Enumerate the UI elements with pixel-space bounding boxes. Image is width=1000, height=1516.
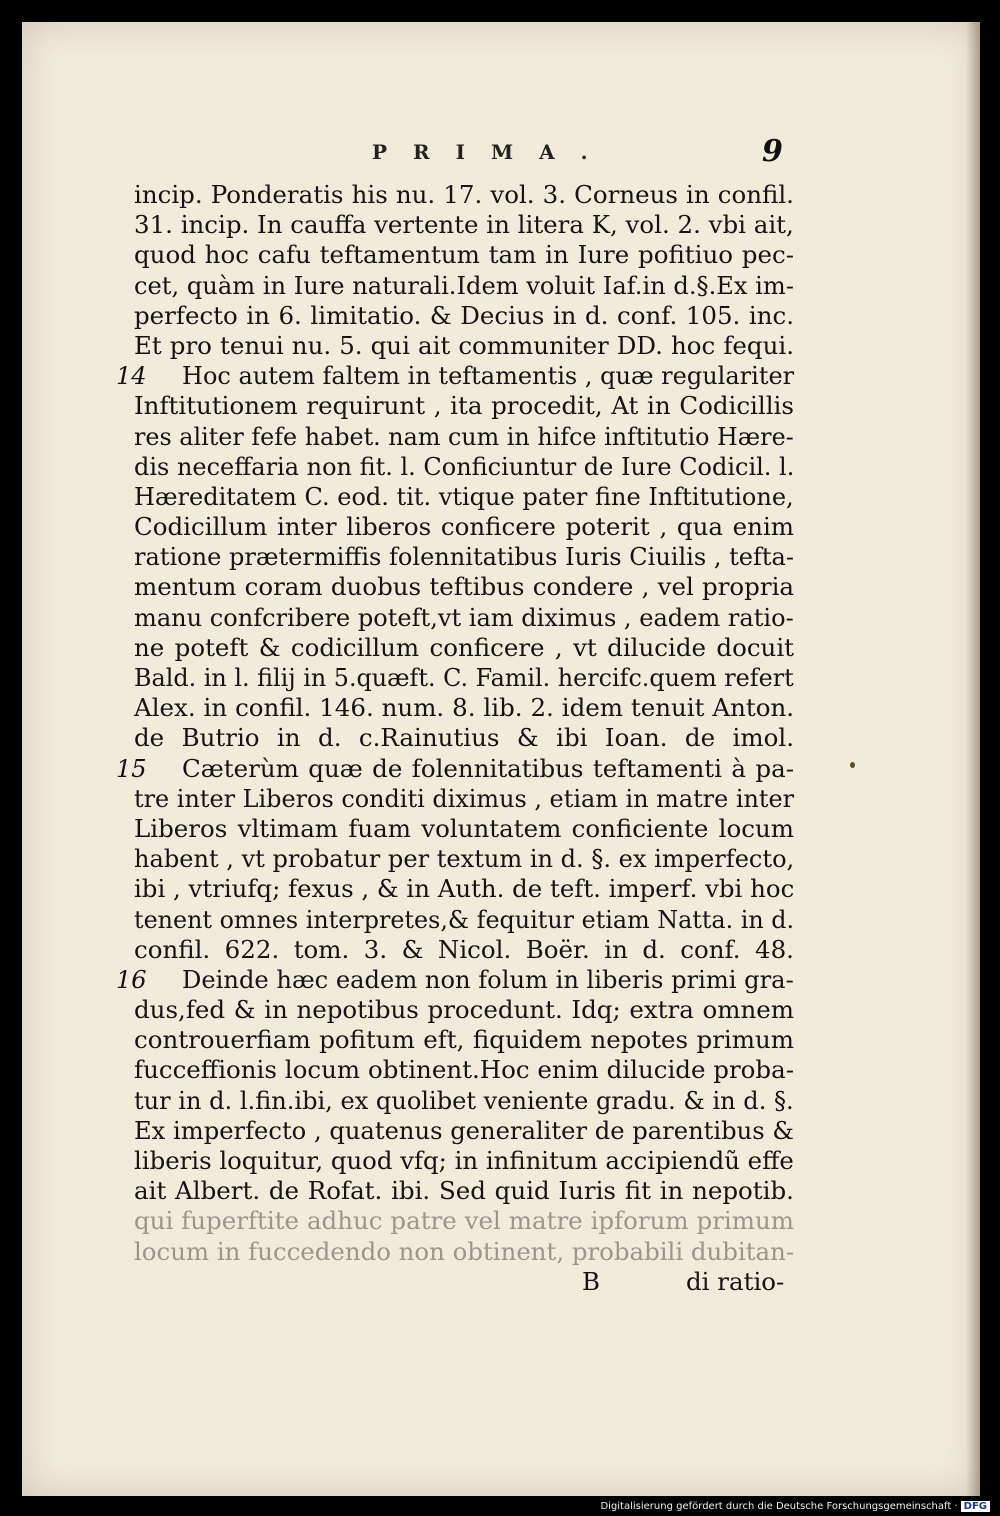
catchword-line	[134, 1267, 794, 1297]
body-text	[116, 180, 795, 1297]
line-text: incip. Ponderatis his nu. 17. vol. 3. Corneus in confil.	[134, 180, 794, 209]
line-text: dis neceffaria non fit. l. Conficiuntur de Iure Codicil. l.	[134, 451, 795, 481]
line-text: Hoc autem faltem in teftamentis , quæ regulariter	[182, 361, 795, 391]
line-text: ait Albert. de Rofat. ibi. Sed quid Iuris fit in nepotib.	[134, 1176, 794, 1206]
line-text: liberis loquitur, quod vfq; in infinitum accipiendũ effe	[134, 1146, 794, 1175]
text-line	[134, 1146, 794, 1176]
text-line	[134, 1206, 794, 1236]
credit-text: Digitalisierung gefördert durch die Deutsche Forschungsgemeinschaft ·	[600, 1501, 958, 1512]
line-text: de Butrio in d. c.Rainutius & ibi Ioan. de imol.	[134, 723, 794, 753]
text-line	[134, 723, 794, 753]
line-text: tenent omnes interpretes,& fequitur etiam Natta. in d.	[134, 904, 795, 934]
text-line	[134, 271, 794, 301]
line-text: tre inter Liberos conditi diximus , etiam in matre inter	[134, 783, 795, 813]
text-line	[134, 844, 794, 874]
line-text: locum in fuccedendo non obtinent, probabili dubitan-	[134, 1236, 795, 1266]
text-line	[134, 301, 794, 331]
text-line	[134, 784, 794, 814]
line-text: Et pro tenui nu. 5. qui ait communiter DD. hoc fequi.	[134, 330, 794, 360]
text-line	[134, 693, 794, 723]
text-line	[134, 1086, 794, 1116]
text-line	[116, 361, 795, 391]
text-line	[134, 180, 794, 210]
text-line	[116, 964, 794, 995]
margin-note-number: 15	[116, 754, 147, 783]
text-line	[134, 422, 794, 452]
line-text: fucceffionis locum obtinent.Hoc enim dilucide proba-	[134, 1055, 795, 1085]
line-text: manu confcribere poteft,vt iam diximus , eadem ratio-	[134, 602, 794, 632]
line-text: habent , vt probatur per textum in d. §. ex imperfecto,	[134, 844, 795, 874]
line-text: ne poteft & codicillum conficere , vt dilucide docuit	[134, 632, 795, 662]
digitization-credit	[600, 1501, 990, 1512]
page-gutter-shadow	[966, 22, 980, 1496]
line-text: dus,fed & in nepotibus procedunt. Idq; extra omnem	[134, 995, 794, 1025]
line-text: Liberos vltimam fuam voluntatem conficiente locum	[134, 813, 794, 843]
line-text: mentum coram duobus teftibus condere , vel propria	[134, 572, 795, 602]
text-line	[134, 905, 794, 935]
text-line	[134, 391, 794, 421]
line-text: Deinde hæc eadem non folum in liberis primi gra-	[182, 964, 794, 994]
line-text: Ex imperfecto , quatenus generaliter de parentibus &	[134, 1115, 794, 1145]
margin-note-number: 14	[116, 362, 147, 391]
line-text: Inftitutionem requirunt , ita procedit, At in Codicillis	[134, 391, 794, 421]
text-line	[134, 210, 794, 240]
text-line	[134, 542, 794, 572]
text-line	[134, 512, 794, 542]
text-line	[134, 452, 794, 482]
paper-speck	[850, 762, 855, 768]
text-line	[134, 995, 794, 1025]
text-line	[134, 935, 794, 965]
line-text: quod hoc cafu teftamentum tam in Iure pofitiuo pec-	[134, 240, 794, 270]
line-text: 31. incip. In cauffa vertente in litera K, vol. 2. vbi ait,	[134, 210, 794, 240]
catchword: di ratio-	[686, 1266, 785, 1296]
line-text: confil. 622. tom. 3. & Nicol. Boër. in d. conf. 48.	[134, 934, 794, 964]
line-text: perfecto in 6. limitatio. & Decius in d. conf. 105. inc.	[134, 300, 794, 330]
text-line	[134, 1116, 794, 1146]
text-line	[134, 1176, 794, 1206]
text-line	[134, 1237, 794, 1267]
text-line	[134, 633, 794, 663]
line-text: tur in d. l.fin.ibi, ex quolibet veniente gradu. & in d. §.	[134, 1085, 794, 1115]
line-text: controuerfiam pofitum eft, fiquidem nepotes primum	[134, 1025, 795, 1055]
line-text: res aliter fefe habet. nam cum in hifce inftitutio Hære-	[134, 421, 794, 451]
signature-mark: B	[582, 1266, 601, 1296]
text-line	[116, 753, 794, 784]
dfg-logo: DFG	[961, 1501, 990, 1512]
line-text: ratione prætermiffis folennitatibus Iuris Ciuilis , tefta-	[134, 542, 794, 572]
text-line	[134, 1025, 794, 1055]
text-line	[134, 1055, 794, 1085]
line-text: Codicillum inter liberos conficere poterit , qua enim	[134, 512, 795, 542]
line-text: Bald. in l. filij in 5.quæft. C. Famil. hercifc.quem refert	[134, 663, 794, 692]
text-line	[134, 572, 794, 602]
text-line	[134, 874, 794, 904]
text-line	[134, 663, 794, 693]
line-text: Cæterùm quæ de folennitatibus teftamenti à pa-	[182, 753, 794, 783]
line-text: Alex. in confil. 146. num. 8. lib. 2. idem tenuit Anton.	[134, 693, 795, 723]
text-line	[134, 603, 794, 633]
text-line	[134, 482, 794, 512]
text-line	[134, 814, 794, 844]
margin-note-number: 16	[116, 965, 147, 994]
line-text: qui fuperftite adhuc patre vel matre ipforum primum	[134, 1206, 795, 1236]
text-line	[134, 331, 794, 361]
line-text: cet, quàm in Iure naturali.Idem voluit Iaf.in d.§.Ex im-	[134, 270, 794, 300]
book-page	[22, 22, 980, 1496]
text-line	[134, 240, 794, 270]
page-number: 9	[762, 134, 783, 169]
line-text: Hæreditatem C. eod. tit. vtique pater fine Inftitutione,	[134, 481, 794, 511]
line-text: ibi , vtriufq; fexus , & in Auth. de teft. imperf. vbi hoc	[134, 874, 795, 904]
running-head: PRIMA.	[372, 140, 614, 164]
